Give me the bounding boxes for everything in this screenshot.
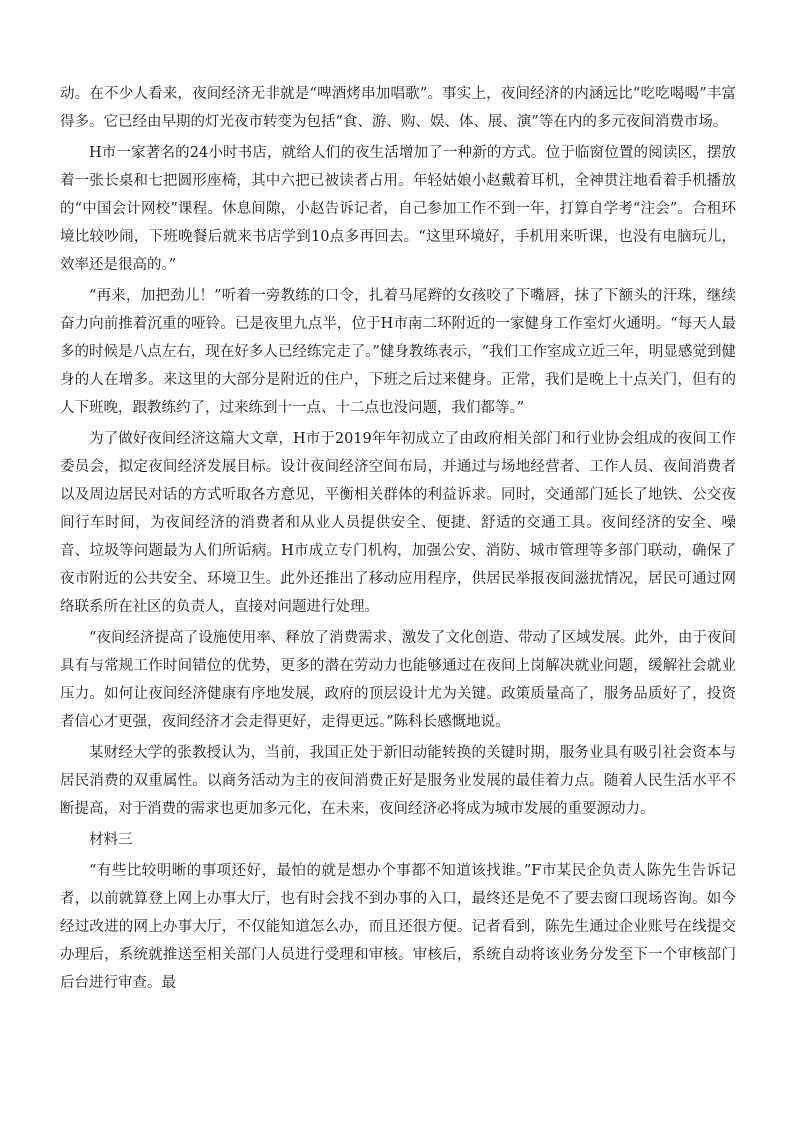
paragraph-continuation: 动。在不少人看来，夜间经济无非就是“啤酒烤串加唱歌”。事实上，夜间经济的内涵远比“吃吃喝喝”丰富得多。它已经由早期的灯光夜市转变为包括“食、游、购、娱、体、展、演”等在内的多元夜间消费市场。 (60, 86, 736, 130)
paragraph-bookstore: H市一家著名的24小时书店，就给人们的夜生活增加了一种新的方式。位于临窗位置的阅读区，摆放着一张长桌和七把圆形座椅，其中六把已被读者占用。年轻姑娘小赵戴着耳机，全神贯注地看着手机播放的“中国会计网校”课程。休息间隙，小赵告诉记者，自己参加工作不到一年，打算自学考“注会”。合租环境比较吵闹，下班晚餐后就来书店学到10点多再回去。“这里环境好，手机用来听课，也没有电脑玩儿，效率还是很高的。” (60, 145, 736, 273)
paragraph-city-policy: 为了做好夜间经济这篇大文章，H市于2019年年初成立了由政府相关部门和行业协会组成的夜间工作委员会，拟定夜间经济发展目标。设计夜间经济空间布局，并通过与场地经营者、工作人员、夜间消费者以及周边居民对话的方式听取各方意见，平衡相关群体的利益诉求。同时，交通部门延长了地铁、公交夜间行车时间，为夜间经济的消费者和从业人员提供安全、便捷、舒适的交通工具。夜间经济的安全、噪音、垃圾等问题最为人们所诟病。H市成立专门机构，加强公安、消防、城市管理等多部门联动，确保了夜市附近的公共安全、环境卫生。此外还推出了移动应用程序，供居民举报夜间滋扰情况，居民可通过网络联系所在社区的负责人，直接对问题进行处理。 (60, 431, 736, 615)
paragraph-quote-chief: “夜间经济提高了设施使用率、释放了消费需求、激发了文化创造、带动了区域发展。此外，由于夜间具有与常规工作时间错位的优势，更多的潜在劳动力也能够通过在夜间上岗解决就业问题，缓解社会就业压力。如何让夜间经济健康有序地发展，政府的顶层设计尤为关键。政策质量高了，服务品质好了，投资者信心才更强，夜间经济才会走得更好，走得更远。”陈科长感慨地说。 (60, 630, 736, 730)
document-body (60, 80, 736, 1000)
section-heading: 材料三 (89, 832, 133, 848)
paragraph-professor: 某财经大学的张教授认为，当前，我国正处于新旧动能转换的关键时期，服务业具有吸引社会资本与居民消费的双重属性。以商务活动为主的夜间消费正好是服务业发展的最佳着力点。随着人民生活水平不断提高，对于消费的需求也更加多元化，在未来，夜间经济必将成为城市发展的重要源动力。 (60, 745, 736, 817)
paragraph-gym: “再来，加把劲儿！”听着一旁教练的口令，扎着马尾辫的女孩咬了下嘴唇，抹了下额头的汗珠，继续奋力向前推着沉重的哑铃。已是夜里九点半，位于H市南二环附近的一家健身工作室灯火通明。“每天人最多的时候是八点左右，现在好多人已经练完走了。”健身教练表示，“我们工作室成立近三年，明显感觉到健身的人在增多。来这里的大部分是附近的住户，下班之后过来健身。正常，我们是晚上十点关门，但有的人下班晚，跟教练约了，过来练到十一点、十二点也没问题，我们都等。” (60, 288, 736, 416)
paragraph-online-service: “有些比较明晰的事项还好，最怕的就是想办个事都不知道该找谁。”F市某民企负责人陈先生告诉记者，以前就算登上网上办事大厅，也有时会找不到办事的入口，最终还是免不了要去窗口现场咨询。如今经过改进的网上办事大厅，不仅能知道怎么办，而且还很方便。记者看到，陈先生通过企业账号在线提交办理后，系统就推送至相关部门人员进行受理和审核。审核后，系统自动将该业务分发至下一个审核部门后台进行审查。最 (60, 863, 736, 991)
